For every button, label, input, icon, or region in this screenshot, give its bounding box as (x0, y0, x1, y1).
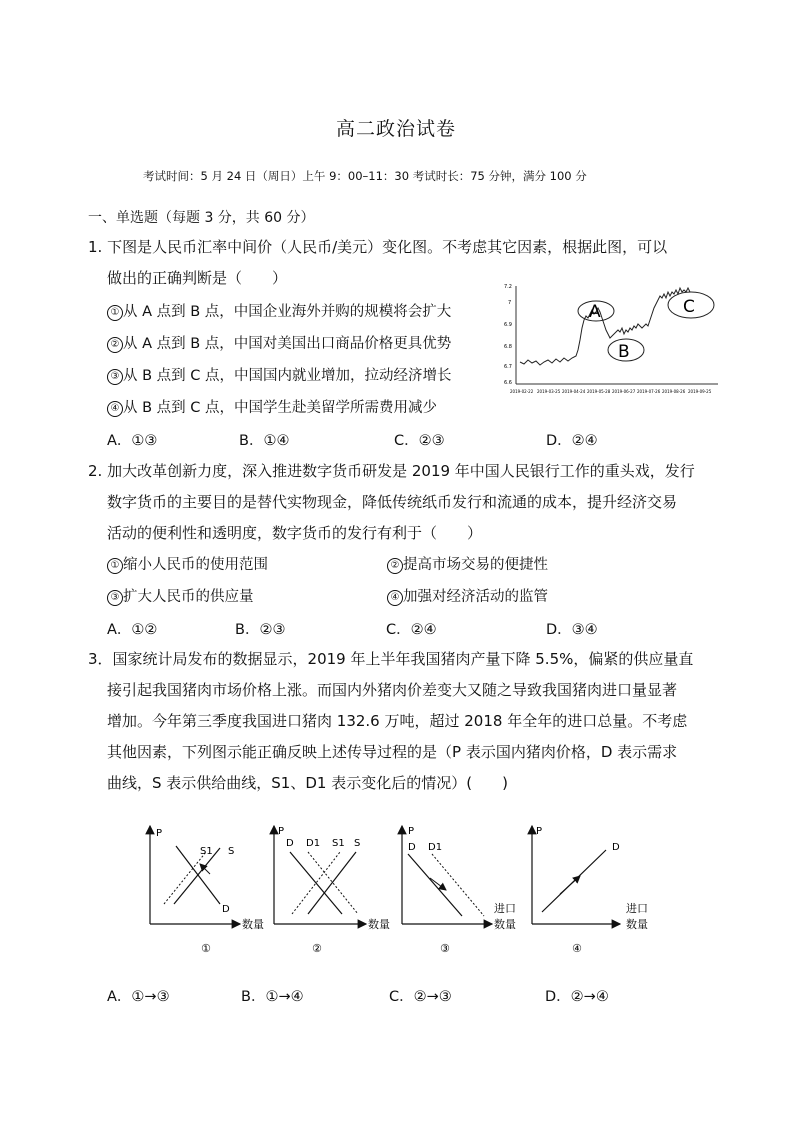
exam-meta: 考试时间：5 月 24 日（周日）上午 9：00–11：30 考试时长：75 分钟，满分 100 分 (143, 169, 587, 183)
page-title: 高二政治试卷 (336, 118, 457, 140)
q2-choice-a[interactable]: A．①② (107, 622, 158, 638)
q1-item-3: ③ 从 B 点到 C 点，中国国内就业增加，拉动经济增长 (107, 364, 452, 385)
axis-p: P (156, 828, 163, 839)
y-tick: 6.9 (504, 322, 512, 328)
x-tick: 2019-08-26 (662, 389, 686, 394)
x-tick: 2019-09-25 (688, 389, 712, 394)
supply-demand-graphs (140, 818, 670, 960)
graph-3 (402, 826, 516, 955)
x-tick: 2019-05-28 (587, 389, 611, 394)
q1-number: 1. (88, 238, 103, 256)
y-tick: 6.6 (504, 380, 512, 386)
q3-choice-a[interactable]: A．①→③ (107, 989, 170, 1005)
axis-qty: 数量 (368, 918, 390, 931)
label-s1: S1 (200, 846, 213, 857)
point-c-label: C (683, 297, 695, 317)
circle-num: ④ (387, 590, 403, 606)
q3-number: 3． (88, 650, 113, 668)
q1-choice-d[interactable]: D．②④ (546, 433, 598, 449)
supply-line (308, 852, 356, 914)
label-d: D (408, 842, 416, 853)
circle-num: ② (107, 337, 123, 353)
axis-qty: 数量 (242, 918, 264, 931)
q3-choice-b[interactable]: B．①→④ (241, 989, 304, 1005)
q2-stem-text-1: 加大改革创新力度，深入推进数字货币研发是 2019 年中国人民银行工作的重头戏，发行 (107, 462, 695, 480)
q3-stem-2: 接引起我国猪肉市场价格上涨。而国内外猪肉价差变大又随之导致我国猪肉进口量显著 (107, 681, 678, 699)
circle-num: ④ (107, 401, 123, 417)
q2-item-3: ③ 扩大人民币的供应量 (107, 585, 254, 606)
graph-4 (494, 826, 648, 955)
q3-stem-1 (88, 644, 693, 675)
demand-line (408, 854, 462, 916)
q1-item-1: ① 从 A 点到 B 点，中国企业海外并购的规模将会扩大 (107, 300, 451, 321)
y-tick: 6.7 (504, 364, 512, 370)
label-s: S (354, 838, 361, 849)
q2-choice-c[interactable]: C．②④ (386, 622, 437, 638)
label-d: D (286, 838, 294, 849)
axis-p: P (278, 826, 285, 837)
graph-num: ② (312, 942, 322, 955)
label-d1: D1 (306, 838, 321, 849)
label-d1: D1 (428, 842, 443, 853)
circle-num: ① (107, 558, 123, 574)
section-title: 一、单选题（每题 3 分，共 60 分） (88, 210, 315, 226)
point-a-label: A (589, 302, 601, 322)
circle-num: ② (387, 558, 403, 574)
q2-stem-1 (88, 456, 695, 487)
label-d: D (612, 842, 620, 853)
axis-qty: 数量 (626, 918, 648, 931)
q3-stem-3: 增加。今年第三季度我国进口猪肉 132.6 万吨，超过 2018 年全年的进口总量。不考虑 (107, 712, 688, 730)
exchange-rate-chart (502, 278, 724, 400)
q1-choice-a[interactable]: A．①③ (107, 433, 158, 449)
q3-stem-4: 其他因素，下列图示能正确反映上述传导过程的是（P 表示国内猪肉价格，D 表示需求 (107, 743, 678, 761)
axis-qty: 数量 (494, 918, 516, 931)
q1-stem-text-1: 下图是人民币汇率中间价（人民币/美元）变化图。不考虑其它因素，根据此图，可以 (107, 238, 668, 256)
q2-stem-2: 数字货币的主要目的是替代实物现金，降低传统纸币发行和流通的成本，提升经济交易 (107, 493, 678, 511)
circle-num: ③ (107, 369, 123, 385)
label-s: S (228, 846, 235, 857)
label-s1: S1 (332, 838, 345, 849)
q2-choice-d[interactable]: D．③④ (546, 622, 598, 638)
rate-line (520, 288, 690, 365)
q1-item-2: ② 从 A 点到 B 点，中国对美国出口商品价格更具优势 (107, 332, 451, 353)
graph-1 (150, 826, 264, 955)
q3-stem-5: 曲线，S 表示供给曲线，S1、D1 表示变化后的情况）( ) (107, 774, 508, 792)
point-b-label: B (618, 342, 630, 362)
y-tick: 7.2 (504, 284, 512, 290)
x-tick: 2019-04-24 (562, 389, 586, 394)
graph-num: ③ (440, 942, 450, 955)
q1-stem-2: 做出的正确判断是（ ） (107, 269, 288, 287)
x-tick: 2019-03-25 (537, 389, 561, 394)
q3-choice-c[interactable]: C．②→③ (389, 989, 452, 1005)
axis-import: 进口 (626, 902, 648, 915)
y-tick: 6.8 (504, 344, 512, 350)
y-tick: 7 (508, 300, 512, 306)
q2-stem-3: 活动的便利性和透明度，数字货币的发行有利于（ ） (107, 524, 483, 542)
q2-item-4: ④ 加强对经济活动的监管 (387, 585, 548, 606)
circle-num: ① (107, 305, 123, 321)
graph-num: ① (201, 942, 211, 955)
q2-item-1: ① 缩小人民币的使用范围 (107, 553, 268, 574)
circle-num: ③ (107, 590, 123, 606)
q1-stem-1 (88, 232, 667, 263)
q2-item-2: ② 提高市场交易的便捷性 (387, 553, 548, 574)
q1-choice-c[interactable]: C．②③ (394, 433, 445, 449)
graph-num: ④ (572, 942, 582, 955)
q1-item-4: ④ 从 B 点到 C 点，中国学生赴美留学所需费用减少 (107, 396, 437, 417)
q2-choice-b[interactable]: B．②③ (235, 622, 286, 638)
x-tick: 2019-02-22 (510, 389, 534, 394)
q2-number: 2. (88, 462, 103, 480)
q1-choice-b[interactable]: B．①④ (239, 433, 290, 449)
axis-import: 进口 (494, 902, 516, 915)
x-tick: 2019-06-27 (612, 389, 636, 394)
graph-2 (274, 826, 390, 955)
x-tick: 2019-07-26 (637, 389, 661, 394)
axis-p: P (536, 826, 543, 837)
axis-p: P (408, 826, 415, 837)
label-d: D (222, 904, 230, 915)
q3-stem-text-1: 国家统计局发布的数据显示，2019 年上半年我国猪肉产量下降 5.5%，偏紧的供应量直 (112, 650, 694, 668)
q3-choice-d[interactable]: D．②→④ (545, 989, 609, 1005)
